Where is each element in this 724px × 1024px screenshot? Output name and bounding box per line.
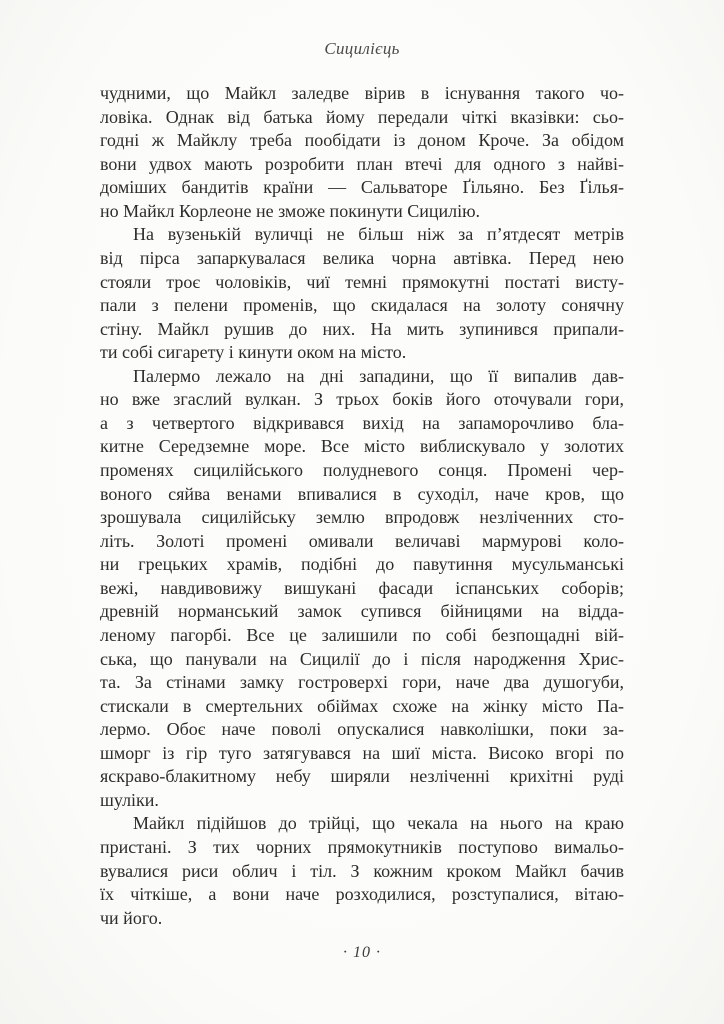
running-header: Сицилієць (324, 39, 400, 58)
page-number: · 10 · (343, 944, 381, 961)
text-line: променях сицилійського полудневого сонця. Промені чер- (100, 460, 624, 480)
text-line: китне Середземне море. Все місто виблискувало у золотих (100, 436, 624, 457)
text-line: чудними, що Майкл заледве вірив в існування такого чо- (100, 83, 624, 103)
text-line: леному пагорбі. Все це залишили по собі безпощадні вій- (100, 624, 624, 645)
text-line: ловіка. Однак від батька йому передали чіткі вказівки: сьо- (100, 106, 624, 127)
text-line: древній норманський замок супився бійницями на відда- (100, 601, 624, 622)
text-line: вежі, навдивовижу вишукані фасади іспанських соборів; (100, 577, 624, 598)
text-line: доміших бандитів країни — Сальваторе Ґільяно. Без Ґілья- (100, 177, 624, 198)
text-line: годні ж Майклу треба пообідати із доном Кроче. За обідом (100, 130, 624, 151)
text-line: та. За стінами замку гостроверхі гори, наче два душогуби, (100, 672, 624, 693)
text-line: чи його. (100, 907, 163, 928)
text-line: Майкл підійшов до трійці, що чекала на нього на краю (133, 813, 624, 834)
text-line: ська, що панували на Сицилії до і після народження Хрис- (100, 648, 624, 669)
text-line: воного сяйва венами впивалися в суходіл, наче кров, що (100, 483, 624, 504)
text-line: стіну. Майкл рушив до них. На мить зупинився припали- (100, 318, 624, 339)
text-line: лермо. Обоє наче поволі опускалися навколішки, поки за- (100, 719, 624, 740)
text-line: від пірса запаркувалася велика чорна автівка. Перед нею (100, 247, 624, 268)
text-line: пристані. З тих чорних прямокутників поступово вимальо- (100, 837, 624, 857)
paragraph (100, 812, 624, 930)
text-line: ни грецьких храмів, подібні до павутиння мусульманські (100, 554, 624, 575)
text-line: Палермо лежало на дні западини, що її випалив дав- (133, 365, 624, 386)
text-line: ти собі сигарету і кинути оком на місто. (100, 342, 407, 363)
text-line: їх чіткіше, а вони наче розходилися, розступалися, вітаю- (100, 884, 624, 905)
paragraph (100, 365, 624, 813)
text-line: На вузенькій вуличці не більш ніж за п’ятдесят метрів (133, 224, 624, 245)
body-text (100, 82, 624, 930)
text-line: шморг із гір туго затягувався на шиї міста. Високо вгорі по (100, 742, 624, 763)
text-line: вони удвох мають розробити план втечі для одного з найві- (100, 153, 624, 174)
text-line: а з четвертого відкривався вихід на запаморочливо бла- (100, 412, 624, 433)
text-line: літь. Золоті промені омивали величаві мармурові коло- (100, 530, 624, 551)
text-line: стискали в смертельних обіймах схоже на жінку місто Па- (100, 695, 624, 716)
text-line: яскраво-блакитному небу ширяли незліченні крихітні руді (100, 766, 624, 787)
text-line: вувалися риси облич і тіл. З кожним кроком Майкл бачив (100, 860, 624, 881)
paragraph (100, 82, 624, 223)
text-line: шуліки. (100, 789, 159, 810)
text-line: но вже згаслий вулкан. З трьох боків його оточували гори, (100, 389, 624, 410)
text-line: пали з пелени променів, що скидалася на золоту сонячну (100, 295, 624, 316)
paragraph (100, 223, 624, 364)
text-line: стояли троє чоловіків, чиї темні прямокутні постаті висту- (100, 271, 624, 292)
text-line: зрошувала сицилійську землю впродовж незліченних сто- (100, 507, 624, 528)
text-line: но Майкл Корлеоне не зможе покинути Сицилію. (100, 200, 481, 221)
